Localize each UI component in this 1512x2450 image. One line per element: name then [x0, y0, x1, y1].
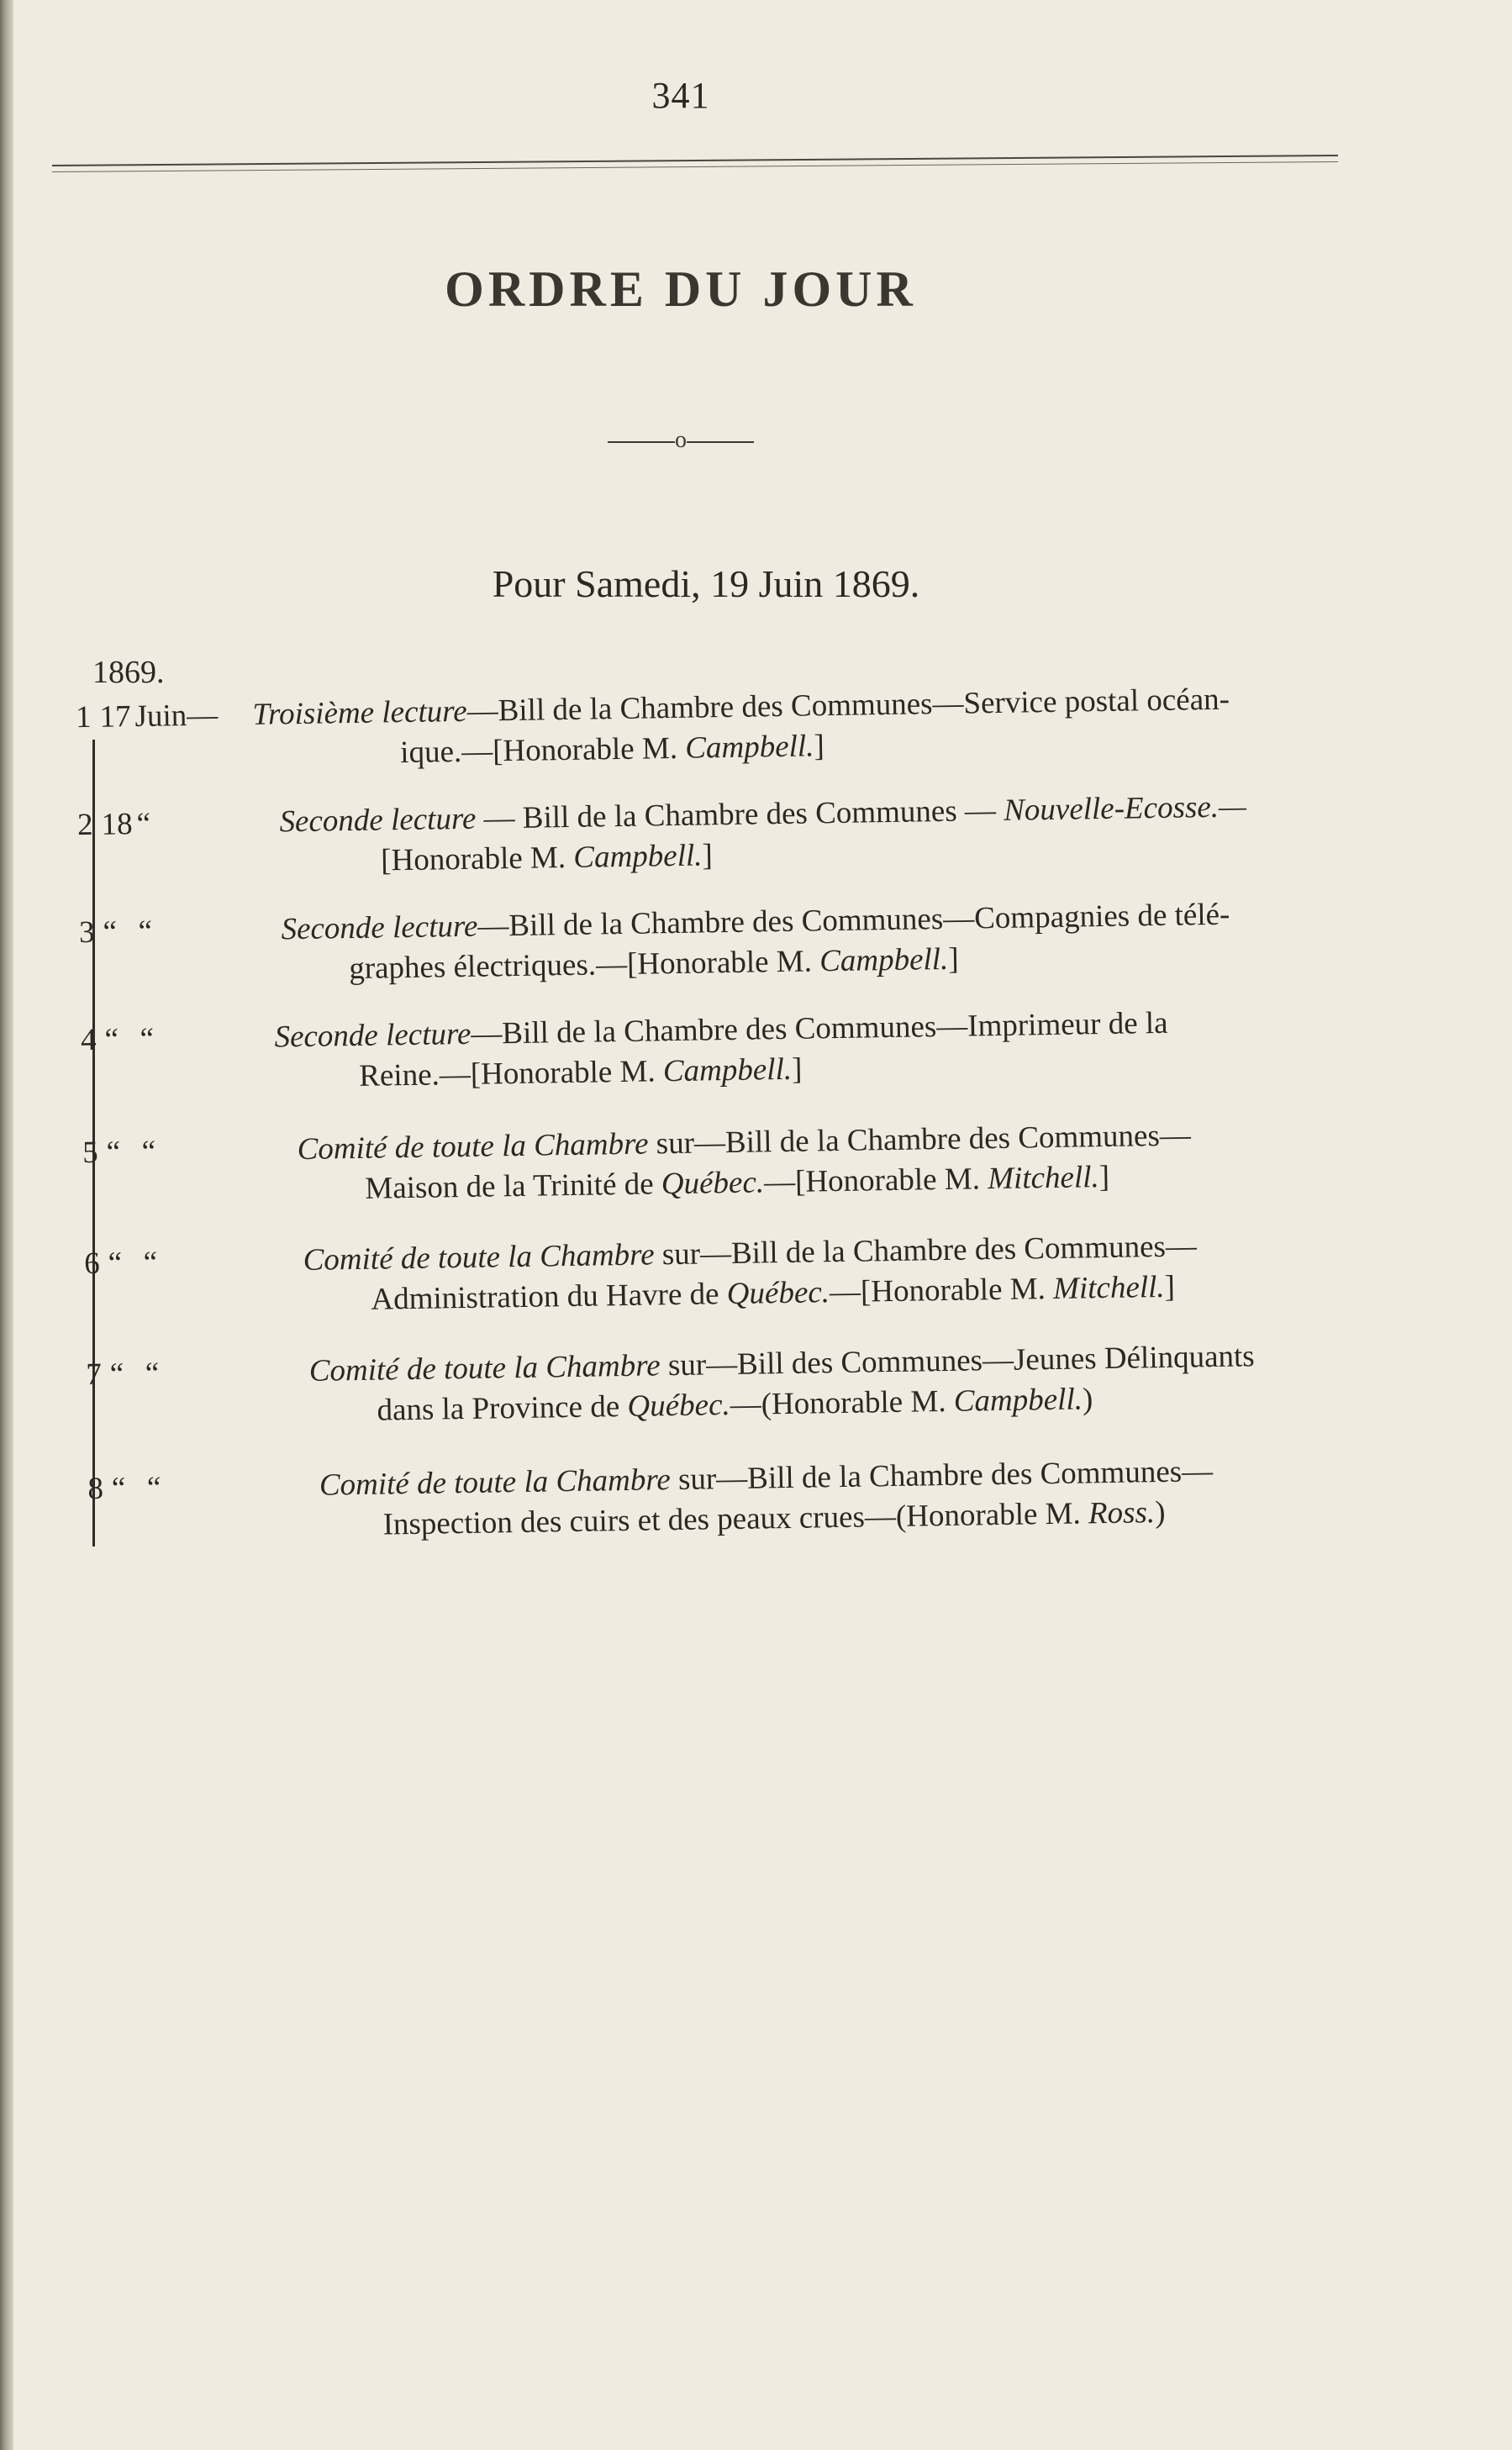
entry-day: “: [104, 1022, 119, 1057]
entry-sponsor-prefix: graphes électriques.—[Honorable M.: [348, 944, 820, 987]
ornament-line-right: [687, 441, 754, 443]
entry-text: [303, 1223, 1421, 1321]
entry-sponsor-prefix: Inspection des cuirs et des peaux crues—(Honorable M.: [382, 1496, 1089, 1542]
list-item: [7, 1104, 1437, 1219]
entry-close: ): [1082, 1382, 1093, 1417]
list-item: [3, 883, 1434, 998]
entry-close: ]: [814, 729, 825, 764]
entry-bill-place: Nouvelle-Ecosse.—: [1003, 789, 1247, 828]
entry-member: Mitchell.: [987, 1160, 1100, 1197]
entry-member: Campbell.: [684, 729, 814, 766]
entry-bill: —Bill de la Chambre des Communes—Imprimeur de la: [471, 1005, 1168, 1051]
entry-close: ]: [791, 1051, 803, 1087]
entry-number: 8: [87, 1471, 104, 1507]
header-rule-thick: [52, 155, 1338, 166]
entry-number: 1: [75, 699, 92, 735]
entry-day: “: [111, 1471, 126, 1506]
ornament-divider: [0, 427, 1362, 454]
entry-sponsor-prefix: Maison de la Trinité de: [365, 1167, 662, 1206]
entry-member: Campbell.: [819, 941, 949, 979]
list-item: [8, 1214, 1439, 1330]
entry-close: ]: [1098, 1159, 1110, 1195]
entry-number: 4: [80, 1022, 97, 1058]
list-item: [5, 991, 1436, 1106]
entry-member: Campbell.: [662, 1051, 793, 1089]
entry-text: [319, 1448, 1438, 1546]
entry-text: [281, 892, 1399, 990]
entry-member: Campbell.: [573, 838, 703, 875]
ornament-circle: o: [675, 427, 687, 453]
entry-sponsor-prefix: —(Honorable M.: [730, 1383, 955, 1423]
entry-motion: Comité de toute la Chambre: [297, 1126, 649, 1167]
entry-number: 6: [83, 1246, 101, 1282]
year-label: 1869.: [92, 655, 165, 690]
entry-motion: Comité de toute la Chambre: [303, 1237, 655, 1278]
entry-number: 5: [82, 1135, 98, 1171]
list-item: [10, 1325, 1441, 1441]
entry-sponsor-prefix: —[Honorable M.: [829, 1271, 1054, 1310]
entry-day: “: [108, 1246, 123, 1281]
entry-close: ): [1154, 1494, 1166, 1531]
entry-month: “: [141, 1134, 156, 1169]
entry-motion: Comité de toute la Chambre: [308, 1348, 661, 1388]
entry-month: “: [143, 1245, 158, 1280]
page-number: 341: [651, 75, 710, 116]
entry-motion: Troisième lecture: [252, 693, 467, 732]
entry-bill: —Bill de la Chambre des Communes—Compagnies de télé-: [477, 897, 1230, 944]
entry-month: “: [136, 806, 151, 842]
entry-sponsor-prefix: Reine.—[Honorable M.: [358, 1054, 664, 1093]
list-item: [12, 1440, 1442, 1555]
entry-sponsor-prefix: Administration du Havre de: [371, 1277, 728, 1317]
entry-sponsor-prefix: dans la Province de: [377, 1388, 628, 1428]
order-list: [0, 667, 1512, 1542]
entry-number: 2: [76, 807, 93, 843]
page-binding-edge: [0, 0, 13, 2450]
entry-month: Juin—: [134, 698, 219, 735]
date-heading: Pour Samedi, 19 Juin 1869.: [492, 562, 920, 605]
entry-place: Québec.: [627, 1388, 731, 1424]
entry-close: ]: [1164, 1269, 1176, 1304]
entry-number: 3: [78, 914, 95, 951]
entry-month: “: [146, 1470, 161, 1505]
entry-bill: sur—Bill de la Chambre des Communes—: [670, 1454, 1214, 1498]
entry-text: [274, 1000, 1393, 1099]
entry-month: “: [145, 1356, 160, 1391]
entry-text: [279, 784, 1398, 883]
entry-bill: sur—Bill de la Chambre des Communes—: [654, 1229, 1198, 1272]
list-item: [0, 668, 1430, 783]
entry-member: Campbell.: [953, 1382, 1083, 1419]
entry-member: Mitchell.: [1052, 1269, 1165, 1306]
entry-month: “: [140, 1021, 155, 1057]
entry-bill: — Bill de la Chambre des Communes —: [476, 793, 1004, 836]
entry-bill: sur—Bill des Communes—Jeunes Délinquants: [660, 1339, 1255, 1383]
entry-number: 7: [85, 1357, 103, 1393]
entry-place: Québec.: [661, 1165, 765, 1202]
entry-month: “: [138, 914, 153, 950]
entry-bill: —Bill de la Chambre des Communes—Service postal océan-: [466, 682, 1230, 729]
list-item: [2, 776, 1432, 891]
entry-sponsor-prefix: —[Honorable M.: [763, 1162, 988, 1200]
entry-close: ]: [702, 838, 714, 873]
entry-close: ]: [947, 941, 959, 977]
entry-day: 17: [99, 699, 131, 735]
entry-motion: Seconde lecture: [281, 909, 478, 947]
entry-day: “: [109, 1357, 124, 1392]
entry-day: “: [106, 1135, 121, 1170]
entry-bill: sur—Bill de la Chambre des Communes—: [648, 1118, 1192, 1162]
entry-place: Québec.: [726, 1275, 830, 1312]
entry-sponsor-prefix: [Honorable M.: [380, 840, 574, 878]
entry-member: Ross.: [1088, 1495, 1156, 1531]
entry-motion: Seconde lecture: [279, 801, 477, 840]
page-title: ORDRE DU JOUR: [445, 261, 917, 317]
entry-text: [297, 1112, 1415, 1210]
entry-text: [252, 677, 1371, 776]
entry-day: 18: [101, 807, 133, 842]
entry-text: [308, 1334, 1427, 1432]
entry-motion: Seconde lecture: [274, 1016, 472, 1055]
entry-sponsor-prefix: ique.—[Honorable M.: [399, 730, 686, 771]
ornament-line-left: [608, 441, 675, 443]
entry-motion: Comité de toute la Chambre: [319, 1462, 672, 1503]
entry-day: “: [103, 914, 118, 950]
header-double-rule: [52, 141, 1338, 188]
